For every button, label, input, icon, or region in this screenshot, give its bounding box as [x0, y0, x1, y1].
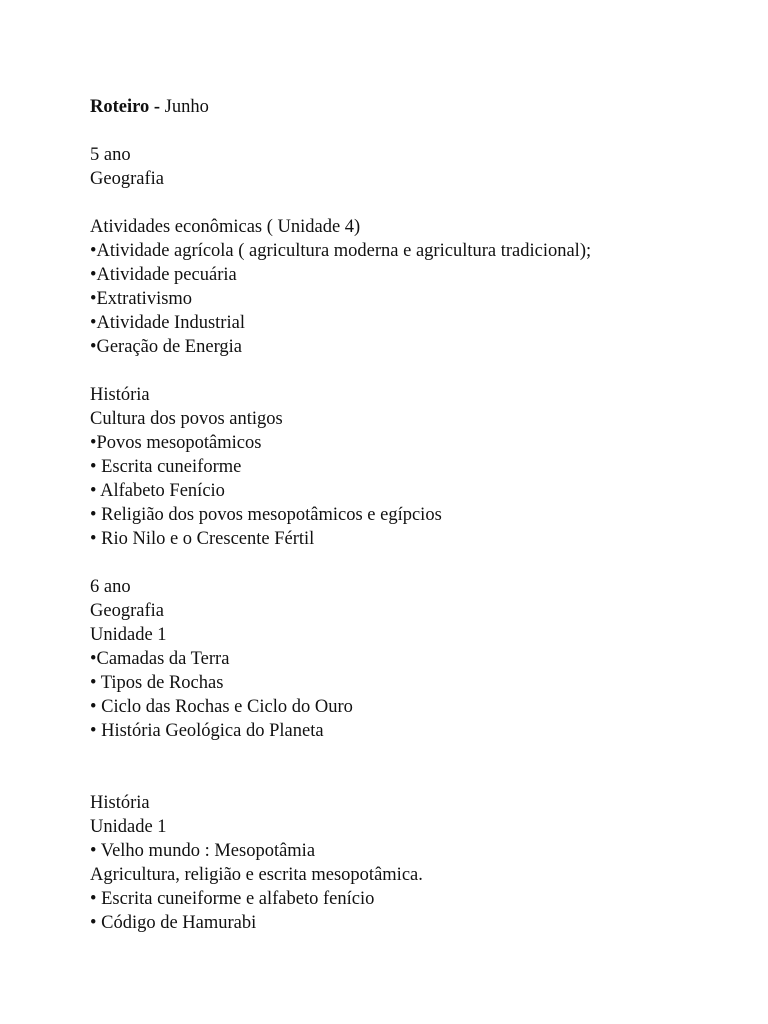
list-item: • Alfabeto Fenício	[90, 481, 225, 501]
list-item: Agricultura, religião e escrita mesopotâmica.	[90, 865, 423, 885]
subject-heading: Geografia	[90, 601, 164, 621]
list-item: • Escrita cuneiforme e alfabeto fenício	[90, 889, 375, 909]
list-item: • Escrita cuneiforme	[90, 457, 242, 477]
spacer	[90, 359, 730, 383]
list-item: •Atividade agrícola ( agricultura moderna e agricultura tradicional);	[90, 241, 592, 261]
spacer	[90, 743, 730, 791]
title-month: Junho	[160, 97, 209, 117]
grade-heading: 5 ano	[90, 145, 131, 165]
list-item: •Geração de Energia	[90, 337, 242, 357]
list-item: •Extrativismo	[90, 289, 193, 309]
document-page	[90, 95, 730, 935]
topic-heading: Cultura dos povos antigos	[90, 409, 283, 429]
list-item: •Camadas da Terra	[90, 649, 230, 669]
subject-heading: História	[90, 793, 150, 813]
section-6-ano	[90, 575, 730, 935]
list-item: • Ciclo das Rochas e Ciclo do Ouro	[90, 697, 353, 717]
subject-heading: Geografia	[90, 169, 164, 189]
list-item: • Religião dos povos mesopotâmicos e egípcios	[90, 505, 442, 525]
list-item: • Código de Hamurabi	[90, 913, 257, 933]
list-item: •Atividade Industrial	[90, 313, 245, 333]
list-item: • Velho mundo : Mesopotâmia	[90, 841, 316, 861]
spacer	[90, 191, 730, 215]
unit-heading: Unidade 1	[90, 625, 167, 645]
list-item: • História Geológica do Planeta	[90, 721, 324, 741]
list-item: •Atividade pecuária	[90, 265, 237, 285]
topic-heading: Atividades econômicas ( Unidade 4)	[90, 217, 361, 237]
section-5-ano	[90, 143, 730, 551]
document-title	[90, 95, 730, 119]
unit-heading: Unidade 1	[90, 817, 167, 837]
title-bold-part: Roteiro -	[90, 97, 161, 117]
subject-heading: História	[90, 385, 150, 405]
spacer	[90, 551, 730, 575]
grade-heading: 6 ano	[90, 577, 131, 597]
list-item: • Tipos de Rochas	[90, 673, 224, 693]
list-item: • Rio Nilo e o Crescente Fértil	[90, 529, 315, 549]
list-item: •Povos mesopotâmicos	[90, 433, 262, 453]
spacer	[90, 119, 730, 143]
